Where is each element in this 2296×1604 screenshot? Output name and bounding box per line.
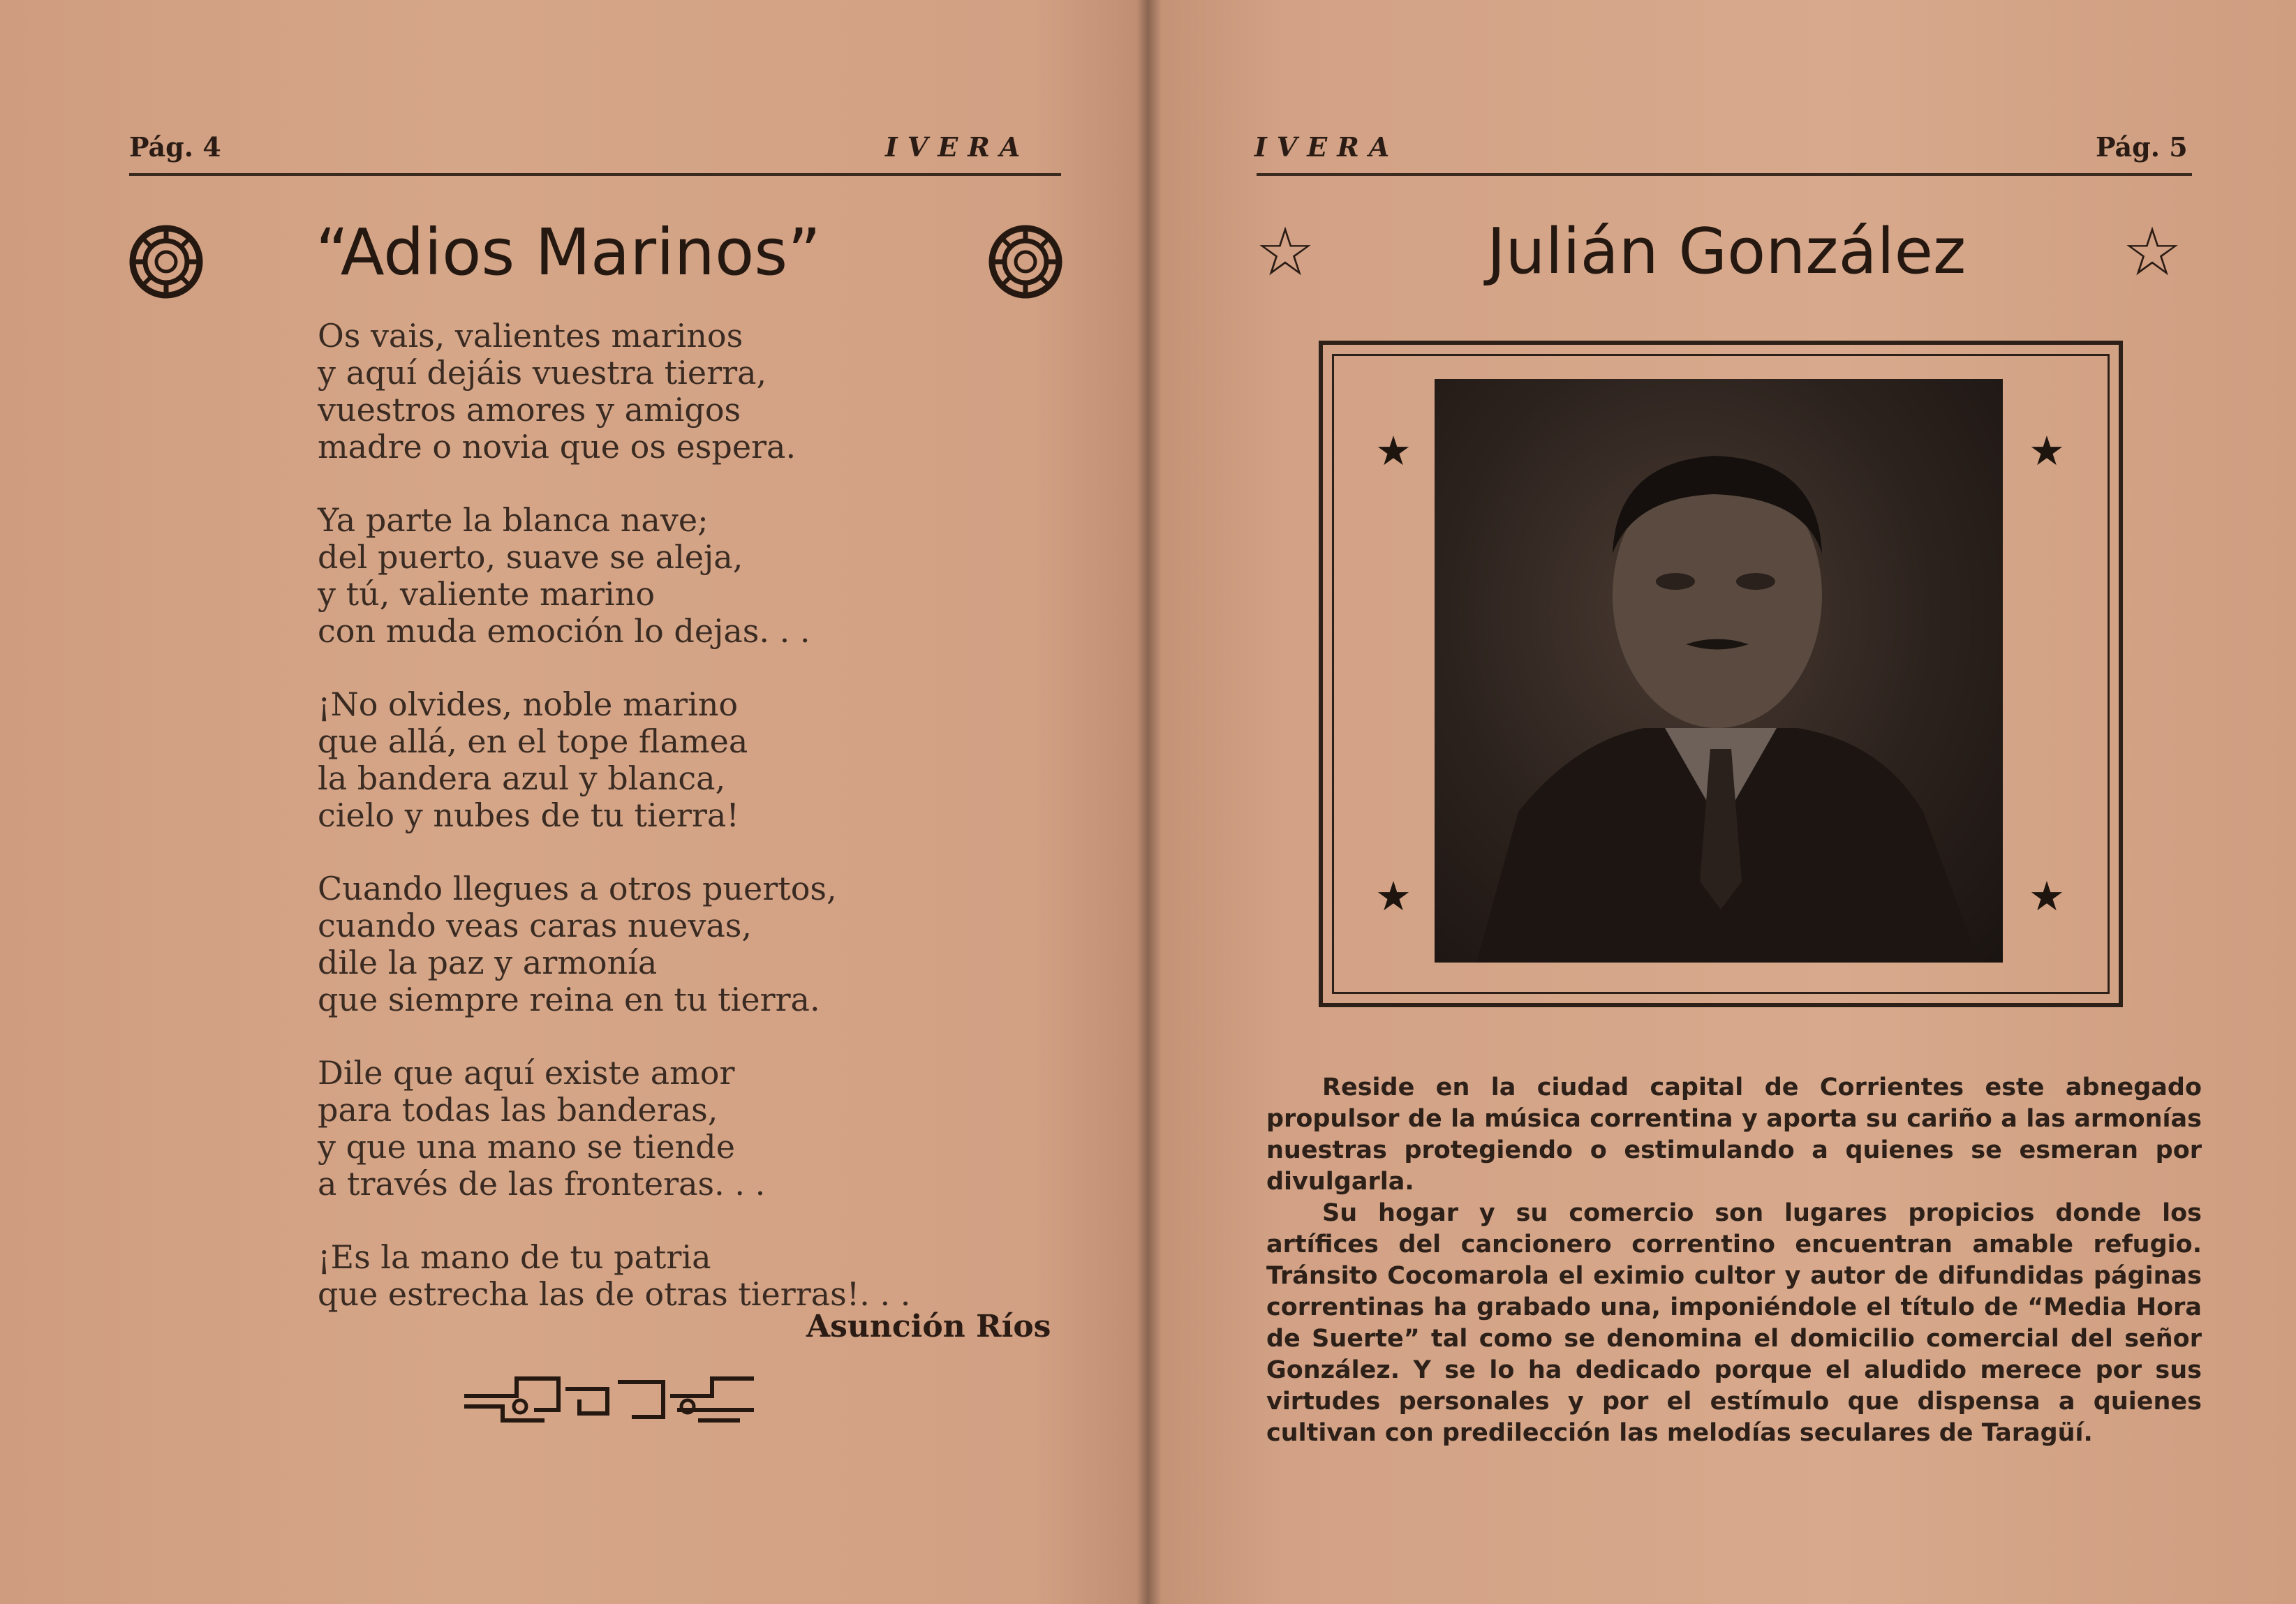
frame-star-icon: ★ bbox=[2029, 872, 2065, 920]
poem-line: cielo y nubes de tu tierra! bbox=[318, 796, 739, 834]
left-page bbox=[0, 0, 1145, 1604]
star-outline-left-icon: ☆ bbox=[1255, 213, 1316, 291]
poem-line: ¡Es la mano de tu patria bbox=[318, 1238, 711, 1276]
poem-line: con muda emoción lo dejas. . . bbox=[318, 612, 810, 650]
poem-line: Dile que aquí existe amor bbox=[318, 1054, 735, 1092]
poem-line: dile la paz y armonía bbox=[318, 944, 658, 981]
poem-line: y aquí dejáis vuestra tierra, bbox=[318, 354, 767, 392]
profile-paragraph: Reside en la ciudad capital de Corrientes este abnegado propulsor de la música correntina y aporta su cariño a las armonías nuestras protegiendo o estimulando a quienes se esmeran por divulgarla. bbox=[1266, 1074, 2202, 1196]
header-rule-left bbox=[129, 173, 1061, 176]
poem-author: Asunción Ríos bbox=[806, 1309, 1051, 1344]
stanza bbox=[318, 318, 946, 466]
poem-line: que allá, en el tope flamea bbox=[318, 722, 748, 760]
poem-line: y que una mano se tiende bbox=[318, 1128, 735, 1166]
poem-line: y tú, valiente marino bbox=[318, 575, 656, 613]
poem-line: que siempre reina en tu tierra. bbox=[318, 981, 820, 1018]
profile-body bbox=[1266, 1072, 2202, 1449]
poem-line: ¡No olvides, noble marino bbox=[318, 685, 739, 723]
poem-title: “Adios Marinos” bbox=[316, 215, 821, 290]
poem-body bbox=[318, 318, 946, 1349]
star-outline-right-icon: ☆ bbox=[2122, 213, 2183, 291]
poem-line: vuestros amores y amigos bbox=[318, 391, 741, 429]
poem-line: Os vais, valientes marinos bbox=[318, 317, 743, 355]
poem-line: Ya parte la blanca nave; bbox=[318, 501, 709, 539]
poem-line: que estrecha las de otras tierras!. . . bbox=[318, 1275, 911, 1313]
frame-star-icon: ★ bbox=[1375, 872, 1412, 920]
magazine-name-left: IVERA bbox=[885, 131, 1030, 163]
profile-title: Julián González bbox=[1487, 215, 1967, 288]
poem-line: cuando veas caras nuevas, bbox=[318, 907, 753, 944]
poem-line: Cuando llegues a otros puertos, bbox=[318, 870, 837, 907]
stanza bbox=[318, 1055, 946, 1203]
page-number-left: Pág. 4 bbox=[129, 131, 221, 163]
magazine-name-right: IVERA bbox=[1254, 131, 1400, 163]
poem-line: la bandera azul y blanca, bbox=[318, 759, 726, 797]
portrait-figure-icon bbox=[1435, 379, 2003, 963]
stanza bbox=[318, 686, 946, 834]
poem-line: madre o novia que os espera. bbox=[318, 428, 797, 466]
frame-star-icon: ★ bbox=[2029, 427, 2065, 475]
stanza bbox=[318, 1239, 946, 1313]
stanza bbox=[318, 502, 946, 650]
page-number-right: Pág. 5 bbox=[2096, 131, 2188, 163]
profile-paragraph: Su hogar y su comercio son lugares propicios donde los artífices del cancionero correntino encuentran amable refugio. Tránsito Cocomarola el eximio cultor y autor de difundidas páginas correntinas ha grabado una, imponiéndole el título de “Media Hora de Suerte” tal como se denomina el domicilio comercial del señor González. Y se lo ha dedicado porque el aludido merece por sus virtudes personales y por el estímulo que dispensa a quienes cultivan con predilección las melodías seculares de Taragüí. bbox=[1266, 1199, 2202, 1447]
header-rule-right bbox=[1257, 173, 2192, 176]
ornament-right-icon bbox=[987, 223, 1064, 300]
poem-line: para todas las banderas, bbox=[318, 1091, 718, 1129]
poem-line: a través de las fronteras. . . bbox=[318, 1165, 766, 1203]
poem-line: del puerto, suave se aleja, bbox=[318, 538, 743, 576]
portrait-photo bbox=[1435, 379, 2003, 963]
frame-star-icon: ★ bbox=[1375, 427, 1412, 475]
ornament-left-icon bbox=[128, 223, 205, 300]
footer-ornament-icon bbox=[461, 1368, 757, 1427]
stanza bbox=[318, 870, 946, 1018]
